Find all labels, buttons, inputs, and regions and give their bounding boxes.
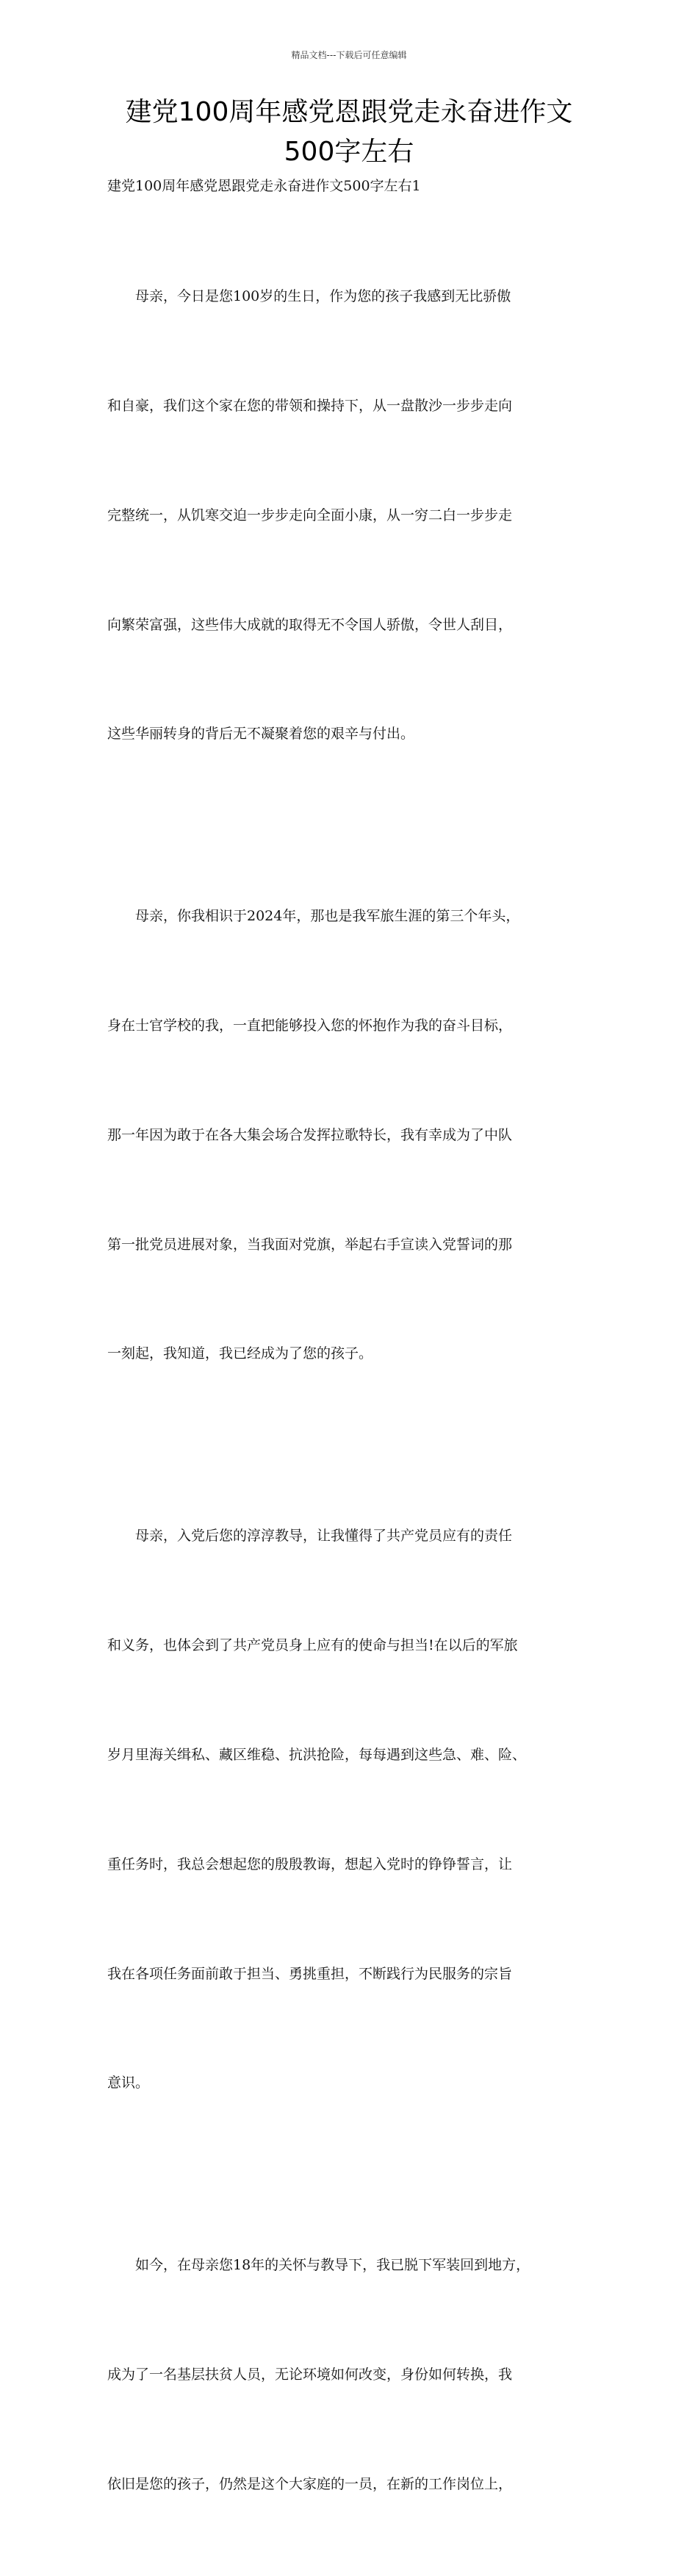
paragraph-1 (107, 206, 607, 826)
paragraph-line: 意识。 (107, 2075, 150, 2092)
paragraph-4 (107, 2175, 607, 2576)
paragraph-line: 依旧是您的孩子，仍然是这个大家庭的一员，在新的工作岗位上， (107, 2475, 513, 2492)
paragraph-2 (107, 826, 607, 1445)
paragraph-line: 重任务时，我总会想起您的殷殷教诲，想起入党时的铮铮誓言，让 (107, 1856, 513, 1872)
paragraph-line: 这些华丽转身的背后无不凝聚着您的艰辛与付出。 (107, 726, 415, 743)
header-note: 精品文档---下载后可任意编辑 (291, 50, 407, 60)
paragraph-line: 第一批党员进展对象，当我面对党旗，举起右手宣读入党誓词的那 (107, 1236, 513, 1253)
paragraph-line: 母亲，你我相识于2024年，那也是我军旅生涯的第三个年头， (135, 908, 520, 925)
paragraph-line: 如今，在母亲您18年的关怀与教导下，我已脱下军装回到地方， (135, 2257, 530, 2274)
document-title (73, 93, 625, 172)
paragraph-line: 成为了一名基层扶贫人员，无论环境如何改变，身份如何转换，我 (107, 2366, 513, 2383)
paragraph-line: 身在士官学校的我，一直把能够投入您的怀抱作为我的奋斗目标， (107, 1017, 513, 1034)
paragraph-line: 那一年因为敢于在各大集会场合发挥拉歌特长，我有幸成为了中队 (107, 1126, 513, 1143)
paragraph-line: 和义务，也体会到了共产党员身上应有的使命与担当!在以后的军旅 (107, 1637, 518, 1654)
paragraph-line: 母亲，今日是您100岁的生日，作为您的孩子我感到无比骄傲 (135, 288, 511, 305)
paragraph-line: 和自豪，我们这个家在您的带领和操持下，从一盘散沙一步步走向 (107, 397, 513, 414)
section-heading: 建党100周年感党恩跟党走永奋进作文500字左右1 (107, 178, 421, 194)
paragraph-line: 母亲，入党后您的淳淳教导，让我懂得了共产党员应有的责任 (135, 1528, 513, 1545)
paragraph-line: 完整统一，从饥寒交迫一步步走向全面小康，从一穷二白一步步走 (107, 507, 513, 523)
title-line-2: 500字左右 (284, 137, 414, 167)
paragraph-line: 我在各项任务面前敢于担当、勇挑重担，不断践行为民服务的宗旨 (107, 1965, 513, 1982)
paragraph-line: 向繁荣富强，这些伟大成就的取得无不令国人骄傲，令世人刮目， (107, 616, 513, 633)
paragraph-line: 岁月里海关缉私、藏区维稳、抗洪抢险，每每遇到这些急、难、险、 (107, 1746, 527, 1763)
paragraph-line: 一刻起，我知道，我已经成为了您的孩子。 (107, 1345, 373, 1362)
document-body (107, 206, 607, 2576)
paragraph-3 (107, 1445, 607, 2175)
title-line-1: 建党100周年感党恩跟党走永奋进作文 (125, 97, 573, 127)
